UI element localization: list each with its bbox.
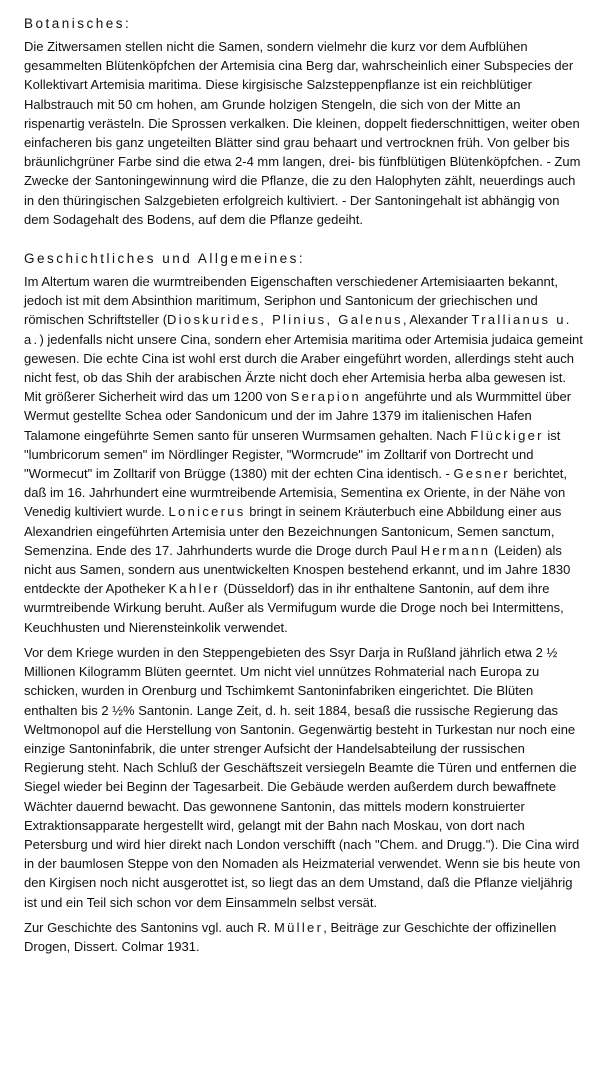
paragraph (24, 272, 583, 637)
text-run: berichtet, daß im 16. Jahrhundert eine wurmtreibende Artemisia, Sementina ex Oriente, in der Nähe von Venedig kultiviert wurde. (24, 466, 568, 520)
spaced-name: Serapion (290, 389, 362, 405)
section-gap (24, 235, 583, 245)
text-run: (Leiden) als nicht aus Samen, sondern aus unentwickelten Knospen bestehend erkannt, und im Jahre 1830 entdeckte der Apotheker (24, 542, 571, 597)
text-run: Die Zitwersamen stellen nicht die Samen, sondern vielmehr die kurz vor dem Aufblühen gesammelten Blütenköpfchen der Artemisia cina Berg dar, wahrscheinlich einer Subspecies der Kollektivart Artemisia maritima. Diese kirgisische Salzsteppenpflanze ist ein reichblütiger Halbstrauch mit 50 cm hohen, am Grunde holzigen Stengeln, die sich von der Mitte an rispenartig verästeln. Die Sprossen verkalken. Die kleinen, doppelt fiederschnittigen, weiter oben einfacheren bis ganz ungeteilten Blätter sind grau behaart und vertrocknen früh. Von gelber bis bräunlichgrüner Farbe sind die etwa 2-4 mm langen, drei- bis fünfblütigen Blütenköpfchen. - Zum Zwecke der Santoningewinnung wird die Pflanze, die zu den Halophyten zählt, neuerdings auch in den thüringischen Salzgebieten erfolgreich kultiviert. - Der Santoningehalt ist abhängig von dem Sodagehalt des Bodens, auf dem die Pflanze gedeiht. (24, 39, 581, 227)
text-run: angeführte und als Wurmmittel über Wermut gestellte Schea oder Sandonicum und der im Jahre 1379 im italienischen Hafen Talamone eingeführte Semen santo für unseren Wurmsamen gehalten. Nach (24, 389, 572, 443)
paragraph (24, 643, 583, 912)
section-botanisches (24, 14, 583, 229)
text-run: (Düsseldorf) das in ihr enthaltene Santonin, auf dem ihre wurmtreibende Wirkung beruht. Außer als Vermifugum wurde die Droge noch bei Intermittens, Keuchhusten und Nierensteinkolik verwendet. (24, 581, 564, 635)
spaced-name: Lonicerus (168, 504, 246, 520)
text-run: Vor dem Kriege wurden in den Steppengebieten des Ssyr Darja in Rußland jährlich etwa 2 ½ Millionen Kilogramm Blüten geerntet. Um nicht viel unnützes Rohmaterial nach Europa zu schicken, wurden in Orenburg und Tschimkemt Santoninfabriken eingerichtet. Die Blüten enthalten bis 2 ½% Santonin. Lange Zeit, d. h. seit 1884, besaß die russische Regierung das Weltmonopol auf die Herstellung von Santonin. Gegenwärtig besteht in Turkestan nur noch eine einzige Santoninfabrik, die unter strenger Aufsicht der Handelsabteilung der russischen Regierung steht. Nach Schluß der Geschäftszeit versiegeln Beamte die Türen und entfernen die Siegel wieder bei Beginn der Tagesarbeit. Die Gebäude werden außerdem durch bewaffnete Wächter dauernd bewacht. Das gewonnene Santonin, das mittels modern konstruierter Extraktionsapparate hergestellt wird, gelangt mit der Bahn nach Moskau, von dort nach Petersburg und wird hier direkt nach London verschifft (nach "Chem. and Drugg."). Die Cina wird in der baumlosen Steppe von den Nomaden als Heizmaterial verwendet. Wenn sie bis heute von den Kirgisen noch nicht ausgerottet ist, so liegt das an dem Umstand, daß die Pflanze vieljährig ist und ein Teil sich schon vor dem Einsammeln selbst versät. (24, 644, 581, 910)
text-run: ) jedenfalls nicht unsere Cina, sondern eher Artemisia maritima oder Artemisia judaica gemeint gewesen. Die echte Cina ist wohl erst durch die Araber eingeführt worden, allerdings steht auch nicht fest, ob das Shih der arabischen Ärzte nicht doch eher Artemisia herba alba gewesen ist. Mit größerer Sicherheit wird das um 1200 von (24, 331, 583, 405)
text-run: Im Altertum waren die wurmtreibenden Eigenschaften verschiedener Artemisiaarten bekannt, jedoch ist mit dem Absinthion maritimum, Seriphon und Santonicum der griechischen und römischen Schriftsteller ( (24, 274, 559, 328)
text-run: Zur Geschichte des Santonins vgl. auch R. (24, 919, 275, 935)
text-run: , Beiträge zur Geschichte der offizinellen Drogen, Dissert. Colmar 1931. (24, 919, 557, 954)
section-heading: Geschichtliches und Allgemeines: (24, 251, 306, 267)
text-run: bringt in seinem Kräuterbuch eine Abbildung einer aus Alexandrien eingeführten Artemisia unter den Bezeichnungen Santonicum, Semen sanctum, Semenzina. Ende des 17. Jahrhunderts wurde die Droge durch Paul (24, 504, 562, 558)
spaced-name: Hermann (420, 542, 491, 558)
text-run: , Alexander (402, 312, 472, 328)
paragraph (24, 918, 583, 956)
section-geschichtliches (24, 249, 583, 956)
paragraph (24, 37, 583, 229)
text-run: ist "lumbricorum semen" im Nördlinger Register, "Wormcrude" im Zolltarif von Dortrecht und "Wormecut" im Zolltarif von Brügge (1380) mit der echten Cina identisch. - (24, 427, 561, 482)
spaced-name: Flückiger (470, 427, 544, 443)
spaced-name: Gesner (453, 466, 510, 482)
spaced-name: Trallianus u. a. (24, 312, 572, 347)
spaced-name: Dioskurides, Plinius, Galenus (167, 312, 403, 328)
spaced-name: Müller (274, 919, 324, 935)
section-heading: Botanisches: (24, 16, 132, 31)
spaced-name: Kahler (168, 581, 220, 597)
